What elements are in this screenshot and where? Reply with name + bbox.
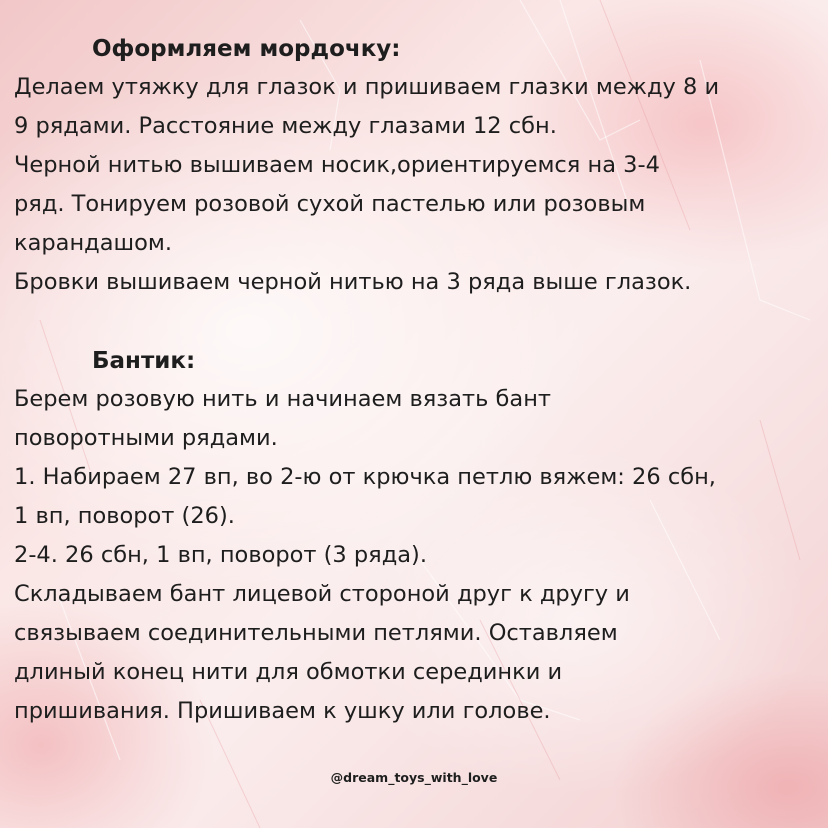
text-line: Черной нитью вышиваем носик,ориентируемся на 3-4 xyxy=(14,152,660,178)
text-line: 1. Набираем 27 вп, во 2-ю от крючка петлю вяжем: 26 сбн, xyxy=(14,464,716,490)
section-heading: Оформляем мордочку: xyxy=(92,36,401,62)
text-line: ряд. Тонируем розовой сухой пастелью или розовым xyxy=(14,191,646,217)
section-spacer xyxy=(14,302,822,342)
text-line: Складываем бант лицевой стороной друг к другу и xyxy=(14,581,630,607)
text-line: длиный конец нити для обмотки серединки и xyxy=(14,659,563,685)
text-line: связываем соединительными петлями. Оставляем xyxy=(14,620,618,646)
recipe-text xyxy=(14,30,822,731)
text-line: пришивания. Пришиваем к ушку или голове. xyxy=(14,698,551,724)
section-muzzle xyxy=(14,30,822,302)
text-line: 1 вп, поворот (26). xyxy=(14,503,235,529)
text-line: поворотными рядами. xyxy=(14,425,278,451)
author-handle: @dream_toys_with_love xyxy=(330,770,498,785)
text-line: карандашом. xyxy=(14,230,172,256)
text-line: Бровки вышиваем черной нитью на 3 ряда выше глазок. xyxy=(14,269,692,295)
text-line: Берем розовую нить и начинаем вязать бант xyxy=(14,386,552,412)
section-heading: Бантик: xyxy=(92,348,196,374)
text-line: 2-4. 26 сбн, 1 вп, поворот (3 ряда). xyxy=(14,542,427,568)
text-line: Делаем утяжку для глазок и пришиваем глазки между 8 и xyxy=(14,74,720,100)
text-line: 9 рядами. Расстояние между глазами 12 сбн. xyxy=(14,113,557,139)
section-bow xyxy=(14,342,822,731)
